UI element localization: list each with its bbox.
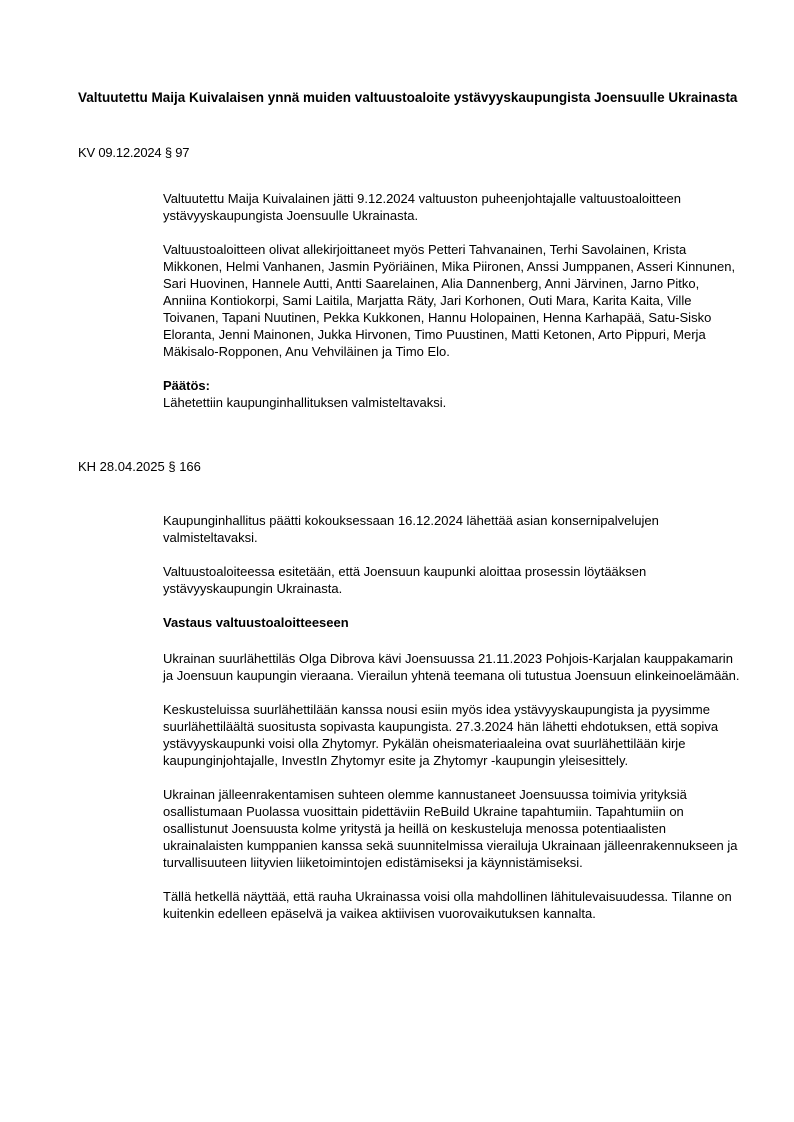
decision-heading: Päätös: bbox=[163, 378, 210, 393]
kh-section bbox=[163, 512, 743, 939]
answer-paragraph-ambassador-visit: Ukrainan suurlähettiläs Olga Dibrova kävi Joensuussa 21.11.2023 Pohjois-Karjalan kauppakamarin ja Joensuun kaupungin vieraana. Vierailun yhtenä teemana oli tutustua Joensuun elinkeinoelämään. bbox=[163, 651, 740, 683]
answer-paragraph-zhytomyr: Keskusteluissa suurlähettilään kanssa nousi esiin myös idea ystävyyskaupungista ja pyysimme suurlähettiläältä suositusta sopivasta kaupungista. 27.3.2024 hän lähetti ehdotuksen, että sopiva ystävyyskaupunki voisi olla Zhytomyr. Pykälän oheismateriaaleina ovat suurlähettilään kirje kaupunginjohtajalle, InvestIn Zhytomyr esite ja Zhytomyr -kaupungin yleisesittely. bbox=[163, 702, 719, 768]
answer-paragraph-rebuild-ukraine: Ukrainan jälleenrakentamisen suhteen olemme kannustaneet Joensuussa toimivia yrityksiä osallistumaan Puolassa vuosittain pidettäviin ReBuild Ukraine tapahtumiin. Tapahtumiin on osallistunut Joensuusta kolme yritystä ja heillä on keskusteluja menossa potentiaalisten ukrainalaisten kumppanien kanssa sekä suunnitelmissa vierailuja Ukrainaan jälleenrakennukseen ja turvallisuuteen liityvien liiketoimintojen edistämiseksi ja käynnistämiseksi. bbox=[163, 787, 738, 870]
answer-paragraph-current-situation: Tällä hetkellä näyttää, että rauha Ukrainassa voisi olla mahdollinen lähitulevaisuudessa. Tilanne on kuitenkin edelleen epäselvä ja vaikea aktiivisen vuorovaikutuksen kannalta. bbox=[163, 889, 732, 921]
kv-section bbox=[163, 190, 743, 428]
kv-paragraph-signatories: Valtuustoaloitteen olivat allekirjoittaneet myös Petteri Tahvanainen, Terhi Savolainen, Krista Mikkonen, Helmi Vanhanen, Jasmin Pyöriäinen, Mika Piironen, Anssi Jumppanen, Asseri Kinnunen, Sari Huovinen, Hannele Autti, Antti Saarelainen, Alia Dannenberg, Anni Järvinen, Jarno Pitko, Anniina Kontiokorpi, Sami Laitila, Marjatta Räty, Jari Korhonen, Outi Mara, Karita Kaita, Ville Toivanen, Tapani Nuutinen, Pekka Kukkonen, Hannu Holopainen, Henna Karhapää, Satu-Sisko Eloranta, Jenni Mainonen, Jukka Hirvonen, Timo Puustinen, Matti Ketonen, Arto Pippuri, Merja Mäkisalo-Ropponen, Anu Vehviläinen ja Timo Elo. bbox=[163, 242, 736, 359]
kh-paragraph-proposal: Valtuustoaloiteessa esitetään, että Joensuun kaupunki aloittaa prosessin löytääksen ystävyyskaupungin Ukrainasta. bbox=[163, 564, 647, 596]
decision-text: Lähetettiin kaupunginhallituksen valmisteltavaksi. bbox=[163, 395, 447, 410]
kv-meeting-reference: KV 09.12.2024 § 97 bbox=[78, 145, 190, 160]
document-title: Valtuutettu Maija Kuivalaisen ynnä muiden valtuustoaloite ystävyyskaupungista Joensuulle Ukrainasta bbox=[78, 90, 738, 105]
kv-paragraph-submission: Valtuutettu Maija Kuivalainen jätti 9.12.2024 valtuuston puheenjohtajalle valtuustoaloitteen ystävyyskaupungista Joensuulle Ukrainasta. bbox=[163, 191, 681, 223]
kh-meeting-reference: KH 28.04.2025 § 166 bbox=[78, 459, 201, 474]
kh-paragraph-referral: Kaupunginhallitus päätti kokouksessaan 16.12.2024 lähettää asian konsernipalvelujen valmisteltavaksi. bbox=[163, 513, 659, 545]
answer-heading: Vastaus valtuustoaloitteeseen bbox=[163, 615, 349, 630]
